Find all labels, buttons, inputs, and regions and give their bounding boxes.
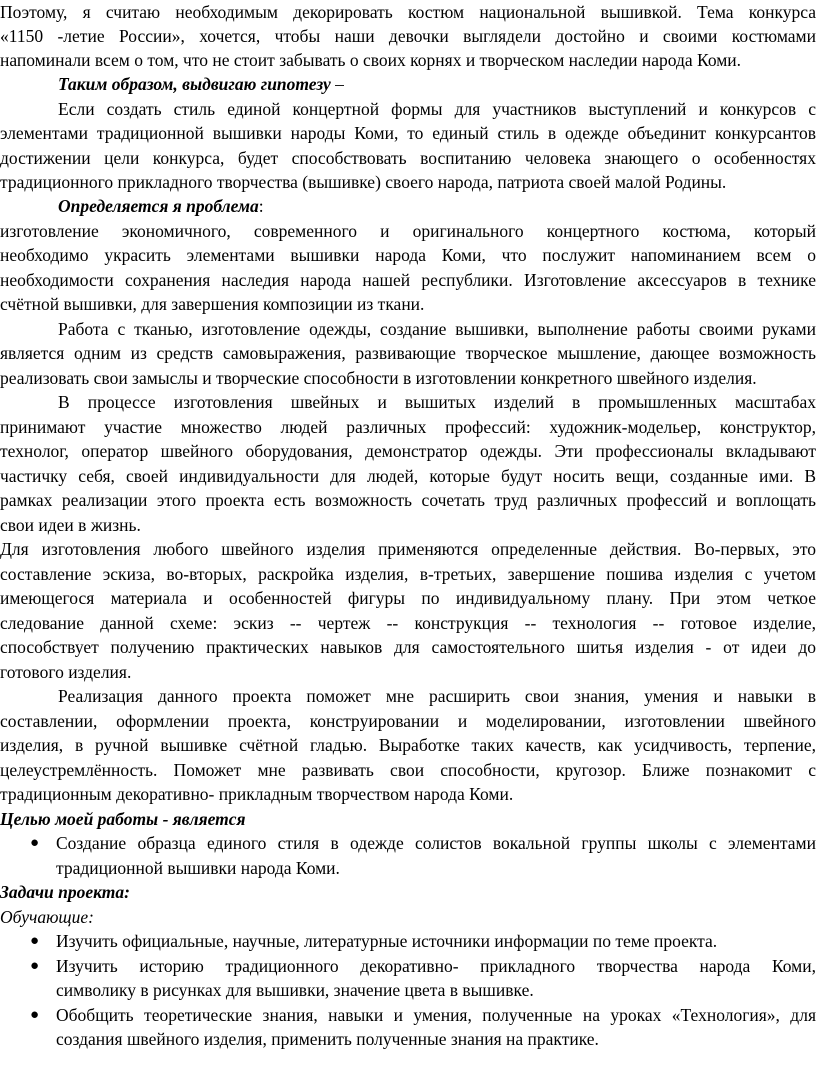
problem-heading-tail: :	[258, 196, 264, 216]
paragraph-line: способствует получению практических навыков для самостоятельного шитья изделия - от идеи до	[0, 637, 816, 657]
list-item	[0, 954, 816, 979]
list-item-continuation	[0, 856, 816, 881]
hypothesis-heading: Таким образом, выдвигаю гипотезу	[58, 74, 331, 94]
paragraph-line: целеустремлённость. Поможет мне развивать свои способности, кругозор. Ближе познакомит с	[0, 760, 816, 780]
paragraph-line: Поэтому, я считаю необходимым декорировать костюм национальной вышивкой. Тема конкурса	[0, 2, 816, 22]
list-item	[0, 831, 816, 856]
bullet-icon: ●	[30, 933, 40, 949]
list-item-text: создания швейного изделия, применить полученные знания на практике.	[56, 1029, 599, 1049]
hypothesis-heading-line	[0, 72, 816, 97]
paragraph-line: реализовать свои замыслы и творческие способности в изготовлении конкретного швейного изделия.	[0, 368, 757, 388]
paragraph-line: имеющегося материала и особенностей фигуры по индивидуальному плану. При этом четкое	[0, 588, 816, 608]
paragraph-line: составлении, оформлении проекта, конструировании и моделировании, изготовлении швейного	[0, 711, 816, 731]
paragraph-line: Если создать стиль единой концертной формы для участников выступлений и конкурсов с	[58, 99, 816, 119]
paragraph-line: готового изделия.	[0, 662, 132, 682]
goal-heading: Целью моей работы - является	[0, 809, 246, 829]
paragraph-line: изделия, в ручной вышивке счётной гладью. Выработке таких качеств, как усидчивость, терпение,	[0, 735, 816, 755]
paragraph-line: технолог, оператор швейного оборудования, демонстратор одежды. Эти профессионалы вкладывают	[0, 441, 816, 461]
paragraph-line: является одним из средств самовыражения, развивающие творческое мышление, дающее возможность	[0, 343, 816, 363]
list-item-continuation	[0, 1027, 816, 1052]
paragraph-line: традиционного прикладного творчества (вышивке) своего народа, патриота своей малой Родины.	[0, 172, 727, 192]
paragraph-line: следование данной схеме: эскиз -- чертеж -- конструкция -- технология -- готовое изделие,	[0, 613, 816, 633]
paragraph-line: достижении цели конкурса, будет способствовать воспитанию человека знающего о особенностях	[0, 148, 816, 168]
list-item-text: Изучить историю традиционного декоративно- прикладного творчества народа Коми,	[56, 956, 816, 976]
bullet-icon: ●	[30, 835, 40, 851]
paragraph-line: элементами традиционной вышивки народы Коми, то единый стиль в одежде объединит конкурсантов	[0, 123, 816, 143]
paragraph-line: принимают участие множество людей различных профессий: художник-модельер, конструктор,	[0, 417, 816, 437]
list-item-text: Создание образца единого стиля в одежде солистов вокальной группы школы с элементами	[56, 833, 816, 853]
hypothesis-heading-tail: –	[330, 74, 344, 94]
paragraph-line: изготовление экономичного, современного и оригинального концертного костюма, который	[0, 221, 816, 241]
bullet-icon: ●	[30, 958, 40, 974]
problem-heading: Определяется я проблема	[58, 196, 259, 216]
paragraph-line: необходимости сохранения наследия народа нашей республики. Изготовление аксессуаров в технике	[0, 270, 816, 290]
list-item-text: Изучить официальные, научные, литературные источники информации по теме проекта.	[56, 931, 718, 951]
list-item-continuation	[0, 978, 816, 1003]
paragraph-line: традиционным декоративно- прикладным творчеством народа Коми.	[0, 784, 514, 804]
paragraph-line: Работа с тканью, изготовление одежды, создание вышивки, выполнение работы своими руками	[58, 319, 816, 339]
paragraph-line: составление эскиза, во-вторых, раскройка изделия, в-третьих, завершение пошива изделия с учетом	[0, 564, 816, 584]
problem-heading-line	[0, 194, 816, 219]
paragraph-line: необходимо украсить элементами вышивки народа Коми, что послужит напоминанием всем о	[0, 245, 816, 265]
list-item-text: символику в рисунках для вышивки, значение цвета в вышивке.	[56, 980, 534, 1000]
tasks-heading: Задачи проекта:	[0, 882, 130, 902]
list-item	[0, 1003, 816, 1028]
list-item-text: традиционной вышивки народа Коми.	[56, 858, 340, 878]
list-item-text: Обобщить теоретические знания, навыки и умения, полученные на уроках «Технология», для	[56, 1005, 816, 1025]
paragraph-line: «1150 -летие России», хочется, чтобы наши девочки выглядели достойно и своими костюмами	[0, 26, 816, 46]
paragraph-line: частичку себя, своей индивидуальности для людей, которые будут носить вещи, созданные ими. В	[0, 466, 816, 486]
tasks-subheading: Обучающие:	[0, 907, 94, 927]
paragraph-line: счётной вышивки, для завершения композиции из ткани.	[0, 294, 425, 314]
paragraph-line: напоминали всем о том, что не стоит забывать о своих корнях и творческом наследии народа Коми.	[0, 50, 742, 70]
bullet-icon: ●	[30, 1007, 40, 1023]
paragraph-line: свои идеи в жизнь.	[0, 515, 141, 535]
paragraph-line: Для изготовления любого швейного изделия применяются определенные действия. Во-первых, это	[0, 539, 816, 559]
paragraph-line: Реализация данного проекта поможет мне расширить свои знания, умения и навыки в	[58, 686, 816, 706]
list-item	[0, 929, 816, 954]
paragraph-line: В процессе изготовления швейных и вышитых изделий в промышленных масштабах	[58, 392, 816, 412]
paragraph-line: рамках реализации этого проекта есть возможность сочетать труд различных профессий и воплощать	[0, 490, 816, 510]
